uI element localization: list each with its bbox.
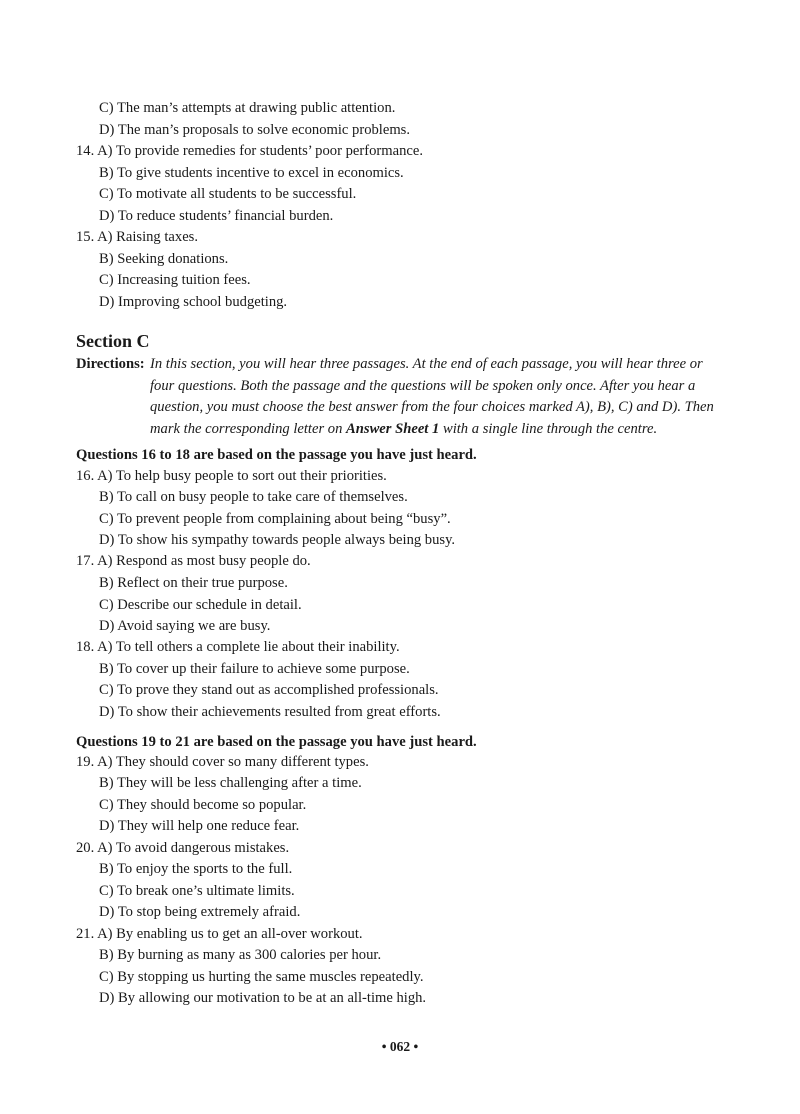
option-14b: B) To give students incentive to excel in economics. (99, 165, 404, 181)
group-header-16-18: Questions 16 to 18 are based on the passage you have just heard. (76, 447, 477, 463)
directions-last-before: mark the corresponding letter on (150, 420, 347, 437)
question-15: 15. A) Raising taxes. (76, 229, 199, 245)
option-16c: C) To prevent people from complaining about being “busy”. (99, 511, 451, 527)
option-17b: B) Reflect on their true purpose. (99, 575, 288, 591)
directions-line-4 (150, 419, 724, 441)
option-21c: C) By stopping us hurting the same muscles repeatedly. (99, 969, 424, 985)
option-19c: C) They should become so popular. (99, 797, 307, 813)
option-16d: D) To show his sympathy towards people always being busy. (99, 532, 456, 548)
option-21d: D) By allowing our motivation to be at an all-time high. (99, 990, 427, 1006)
option-13c: C) The man’s attempts at drawing public attention. (99, 100, 396, 116)
directions-last-after: with a single line through the centre. (439, 420, 658, 437)
option-18b: B) To cover up their failure to achieve some purpose. (99, 661, 410, 677)
option-14c: C) To motivate all students to be successful. (99, 186, 357, 202)
group-header-19-21: Questions 19 to 21 are based on the passage you have just heard. (76, 734, 477, 750)
directions-label: Directions: (76, 356, 145, 372)
directions-text (150, 354, 724, 440)
directions-line-3: question, you must choose the best answer from the four choices marked A), B), C) and D). Then (150, 399, 714, 415)
option-13d: D) The man’s proposals to solve economic problems. (99, 122, 411, 138)
question-17: 17. A) Respond as most busy people do. (76, 553, 311, 569)
question-18: 18. A) To tell others a complete lie about their inability. (76, 639, 400, 655)
option-21b: B) By burning as many as 300 calories per hour. (99, 947, 382, 963)
question-19: 19. A) They should cover so many different types. (76, 754, 369, 770)
question-21: 21. A) By enabling us to get an all-over workout. (76, 926, 363, 942)
option-15b: B) Seeking donations. (99, 251, 229, 267)
option-20d: D) To stop being extremely afraid. (99, 904, 301, 920)
option-18d: D) To show their achievements resulted from great efforts. (99, 704, 441, 720)
option-17c: C) Describe our schedule in detail. (99, 597, 302, 613)
page-number: • 062 • (381, 1039, 419, 1054)
option-19d: D) They will help one reduce fear. (99, 818, 300, 834)
option-16b: B) To call on busy people to take care of themselves. (99, 489, 408, 505)
answer-sheet-emphasis: Answer Sheet 1 (346, 420, 440, 437)
directions-line-2: four questions. Both the passage and the questions will be spoken only once. After you hear a (150, 377, 696, 394)
section-title: Section C (76, 331, 150, 351)
directions-line-1: In this section, you will hear three passages. At the end of each passage, you will hear three or (150, 356, 703, 372)
question-14: 14. A) To provide remedies for students’ poor performance. (76, 143, 423, 159)
option-14d: D) To reduce students’ financial burden. (99, 208, 334, 224)
option-19b: B) They will be less challenging after a time. (99, 775, 362, 791)
option-15d: D) Improving school budgeting. (99, 294, 288, 310)
question-16: 16. A) To help busy people to sort out their priorities. (76, 468, 387, 484)
question-20: 20. A) To avoid dangerous mistakes. (76, 840, 290, 856)
option-15c: C) Increasing tuition fees. (99, 272, 251, 288)
option-17d: D) Avoid saying we are busy. (99, 618, 271, 634)
option-18c: C) To prove they stand out as accomplished professionals. (99, 682, 439, 698)
option-20c: C) To break one’s ultimate limits. (99, 883, 295, 899)
option-20b: B) To enjoy the sports to the full. (99, 861, 293, 877)
